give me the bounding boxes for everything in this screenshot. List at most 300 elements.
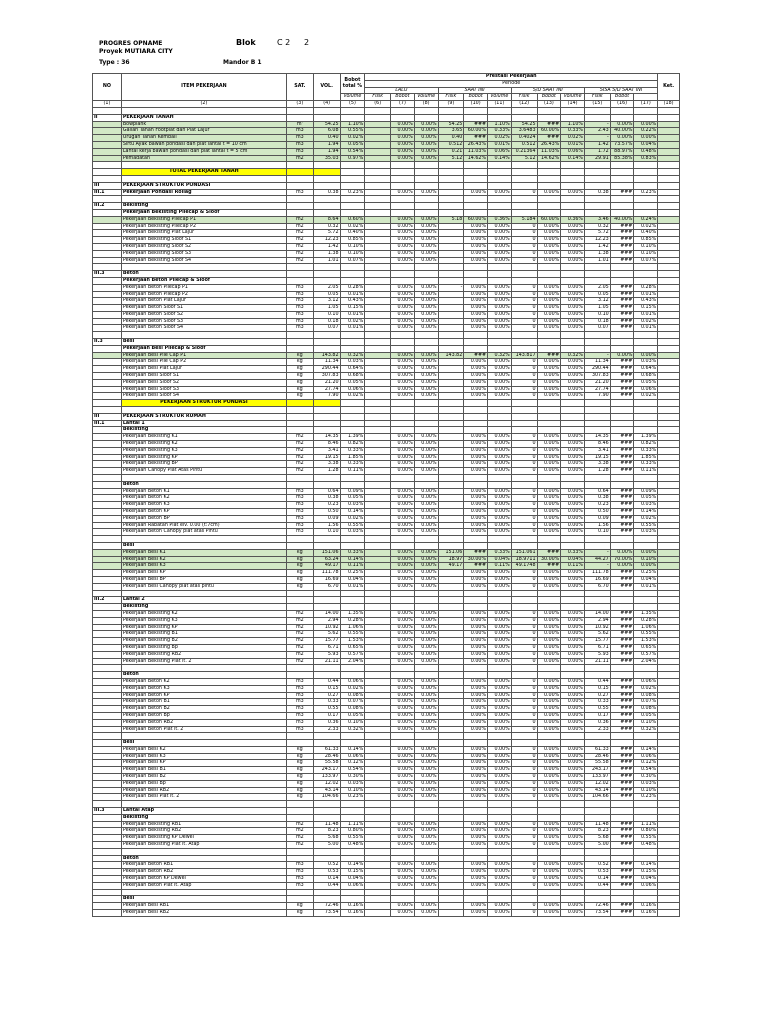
empty-cell [340, 475, 365, 482]
value-cell: 1.35% [634, 610, 658, 617]
value-cell: m3 [286, 719, 313, 726]
value-cell: 27.74 [584, 386, 610, 393]
value-cell: 5.62 [584, 631, 610, 638]
empty-cell [365, 848, 391, 855]
empty-cell [313, 475, 340, 482]
col-vol: VOL. [313, 74, 340, 101]
section-title: Beton [121, 481, 286, 488]
value-cell: 0.01% [634, 311, 658, 318]
value-cell: 0.00% [488, 638, 512, 645]
value-cell: 0.00% [561, 719, 585, 726]
value-cell: 0 [511, 298, 537, 305]
empty-cell [414, 203, 438, 210]
table-row [93, 366, 680, 373]
value-cell [438, 828, 464, 835]
value-cell: 0.10 [584, 529, 610, 536]
value-cell: 0.00% [414, 774, 438, 781]
value-cell: 0.00% [391, 509, 415, 516]
value-cell: 0.00% [414, 658, 438, 665]
value-cell: - [584, 352, 610, 359]
value-cell: 0.00% [414, 842, 438, 849]
value-cell: 1.42 [584, 141, 610, 148]
value-cell: 0 [511, 250, 537, 257]
value-cell: ### [537, 563, 561, 570]
value-cell: 0.53 [584, 869, 610, 876]
item-name: Pekerjaan Besi BP [121, 576, 286, 583]
value-cell: 7.90 [584, 393, 610, 400]
value-cell: 0.00% [561, 610, 585, 617]
blank-row [93, 889, 680, 896]
empty-cell [464, 203, 488, 210]
empty-cell [391, 400, 415, 407]
value-cell: 0.00% [414, 352, 438, 359]
value-cell: kg [286, 794, 313, 801]
value-cell: 29.91 [584, 155, 610, 162]
value-cell: 0.00% [488, 746, 512, 753]
section-row [93, 209, 680, 216]
value-cell: 0.03% [634, 502, 658, 509]
empty-cell [414, 597, 438, 604]
item-name: Galian Tanah Footplat dan Plat Lajur [121, 128, 286, 135]
value-cell: 0.00% [391, 821, 415, 828]
empty-cell [488, 339, 512, 346]
value-cell: 0.11% [488, 563, 512, 570]
empty-cell [414, 855, 438, 862]
empty-cell [93, 169, 122, 176]
empty-cell [313, 114, 340, 121]
empty-cell [414, 889, 438, 896]
value-cell: 0.00% [488, 230, 512, 237]
value-cell: 0.00% [391, 570, 415, 577]
value-cell: 0.00% [561, 644, 585, 651]
value-cell: 0.11% [561, 563, 585, 570]
empty-cell [537, 169, 561, 176]
subheader-cell: Fisik [511, 94, 537, 101]
value-cell: 1.01 [584, 257, 610, 264]
empty-cell [511, 475, 537, 482]
value-cell: 0 [511, 774, 537, 781]
value-cell: 0.00% [488, 882, 512, 889]
item-name: Pekerjaan Beton RB2 [121, 719, 286, 726]
empty-cell [340, 481, 365, 488]
value-cell: 0.00% [537, 366, 561, 373]
section-title: Besi [121, 740, 286, 747]
value-cell: 0.25% [340, 570, 365, 577]
empty-cell [610, 542, 634, 549]
value-cell: 0.36 [584, 719, 610, 726]
empty-cell [464, 481, 488, 488]
value-cell [365, 821, 391, 828]
value-cell [438, 712, 464, 719]
mandor-name: Mandor B 1 [223, 59, 262, 66]
value-cell: 6.70 [313, 583, 340, 590]
value-cell: m2 [286, 658, 313, 665]
value-cell: ### [610, 468, 634, 475]
value-cell: 0.00% [391, 529, 415, 536]
value-cell: 0.00% [414, 692, 438, 699]
empty-cell [658, 209, 680, 216]
value-cell: m2 [286, 155, 313, 162]
empty-cell [658, 271, 680, 278]
value-cell: 21.11 [584, 658, 610, 665]
value-cell: 0.32% [488, 352, 512, 359]
value-cell: 0.18 [584, 318, 610, 325]
item-name: Urugan Tanah Kembali [121, 135, 286, 142]
section-number: III.3 [93, 271, 122, 278]
value-cell: 0.00% [391, 257, 415, 264]
empty-cell [488, 740, 512, 747]
value-cell: 0.53 [313, 869, 340, 876]
item-name: Pekerjaan Besi RB2 [121, 910, 286, 917]
value-cell: m2 [286, 617, 313, 624]
empty-cell [414, 339, 438, 346]
empty-cell [634, 332, 658, 339]
value-cell: 8.46 [313, 441, 340, 448]
empty-cell [658, 481, 680, 488]
value-cell: 0.28% [634, 284, 658, 291]
item-name: Pekerjaan Besi K3 [121, 563, 286, 570]
value-cell: ### [610, 685, 634, 692]
value-cell: 0.00% [561, 910, 585, 917]
value-cell: ### [610, 325, 634, 332]
value-cell: 0.00% [391, 787, 415, 794]
value-cell: 151.06 [313, 549, 340, 556]
value-cell: 0.02% [634, 318, 658, 325]
value-cell: 0.00% [488, 835, 512, 842]
value-cell: 0.00% [464, 774, 488, 781]
value-cell: 243.17 [313, 767, 340, 774]
empty-cell [584, 264, 610, 271]
value-cell: 0.00% [537, 393, 561, 400]
value-cell: 26.43% [464, 141, 488, 148]
value-cell: ### [610, 699, 634, 706]
value-cell: 0 [511, 631, 537, 638]
empty-cell [610, 665, 634, 672]
value-cell: 0 [511, 291, 537, 298]
value-cell: 0.00% [391, 447, 415, 454]
empty-cell [286, 107, 313, 114]
empty-cell [121, 889, 286, 896]
value-cell: 0.00% [391, 678, 415, 685]
empty-cell [414, 196, 438, 203]
value-cell: 1.10% [561, 121, 585, 128]
value-cell: 8.64 [313, 216, 340, 223]
value-cell: m2 [286, 842, 313, 849]
value-cell: ### [610, 631, 634, 638]
value-cell: 0.00% [391, 692, 415, 699]
empty-cell [365, 332, 391, 339]
value-cell: m2 [286, 216, 313, 223]
value-cell: 0.00% [414, 148, 438, 155]
empty-cell [121, 162, 286, 169]
empty-cell [511, 271, 537, 278]
empty-cell [584, 590, 610, 597]
empty-cell [391, 733, 415, 740]
value-cell: 0.00% [464, 910, 488, 917]
empty-cell [561, 332, 585, 339]
empty-cell [584, 740, 610, 747]
blok-label: Blok [236, 38, 256, 47]
value-cell: 104.66 [313, 794, 340, 801]
value-cell [438, 685, 464, 692]
empty-cell [438, 604, 464, 611]
section-row [93, 740, 680, 747]
value-cell [365, 767, 391, 774]
item-name: Pekerjaan Beton K3 [121, 685, 286, 692]
value-cell: 0.00% [561, 631, 585, 638]
section-title: PEKERJAAN TANAH [121, 114, 286, 121]
empty-cell [121, 733, 286, 740]
value-cell [438, 882, 464, 889]
empty-cell [634, 542, 658, 549]
empty-cell [658, 332, 680, 339]
value-cell: m3 [286, 509, 313, 516]
value-cell: 0.00% [634, 549, 658, 556]
empty-cell [365, 733, 391, 740]
value-cell: 0.05% [634, 495, 658, 502]
value-cell [438, 862, 464, 869]
value-cell: 0.00% [537, 678, 561, 685]
value-cell [438, 638, 464, 645]
empty-cell [414, 896, 438, 903]
item-name: Pekerjaan Beton Sloof S2 [121, 311, 286, 318]
value-cell: 0.00% [414, 311, 438, 318]
empty-cell [537, 400, 561, 407]
item-number [93, 495, 122, 502]
value-cell: 0.00% [537, 298, 561, 305]
value-cell: 0.00% [464, 576, 488, 583]
empty-cell [414, 107, 438, 114]
empty-cell [464, 114, 488, 121]
value-cell: 0.15% [634, 869, 658, 876]
value-cell: 0.00% [561, 842, 585, 849]
empty-cell [340, 427, 365, 434]
value-cell: 0.05% [340, 379, 365, 386]
item-name: Pekerjaan Beton KP [121, 692, 286, 699]
empty-cell [438, 413, 464, 420]
empty-cell [438, 345, 464, 352]
value-cell: 1.11% [340, 821, 365, 828]
value-cell: 0.54% [340, 148, 365, 155]
value-cell: 0.00% [414, 617, 438, 624]
empty-cell [511, 740, 537, 747]
empty-cell [561, 107, 585, 114]
value-cell: 133.97 [313, 774, 340, 781]
value-cell [365, 284, 391, 291]
empty-cell [561, 536, 585, 543]
item-name: Pekerjaan Beton Sloof S4 [121, 325, 286, 332]
value-cell [365, 828, 391, 835]
value-cell: 73.54 [313, 910, 340, 917]
empty-cell [658, 536, 680, 543]
empty-cell [365, 271, 391, 278]
value-cell: 0.15% [634, 305, 658, 312]
value-cell: 0.00% [537, 869, 561, 876]
value-cell: 0.00% [561, 529, 585, 536]
column-number: (8) [414, 101, 438, 108]
empty-cell [511, 896, 537, 903]
value-cell [438, 706, 464, 713]
value-cell: 0.00% [488, 869, 512, 876]
empty-cell [286, 889, 313, 896]
section-row [93, 542, 680, 549]
value-cell: m3 [286, 862, 313, 869]
empty-cell [340, 814, 365, 821]
empty-cell [561, 733, 585, 740]
value-cell: 0.00% [391, 780, 415, 787]
value-cell: ### [537, 121, 561, 128]
value-cell: 0 [511, 570, 537, 577]
empty-cell [561, 604, 585, 611]
value-cell: 0.00% [391, 719, 415, 726]
empty-cell [365, 590, 391, 597]
column-number: (1) [93, 101, 122, 108]
ket-cell [658, 631, 680, 638]
value-cell [438, 780, 464, 787]
value-cell: 0.00% [391, 862, 415, 869]
value-cell: 0.33 [584, 699, 610, 706]
item-number [93, 583, 122, 590]
ket-cell [658, 366, 680, 373]
empty-cell [365, 889, 391, 896]
value-cell: 0.00% [414, 882, 438, 889]
ket-cell [658, 903, 680, 910]
value-cell: 0.00% [561, 658, 585, 665]
section-number: II [93, 114, 122, 121]
empty-cell [464, 848, 488, 855]
empty-cell [391, 332, 415, 339]
value-cell [365, 291, 391, 298]
value-cell: 0.85% [340, 237, 365, 244]
value-cell: 0.00% [464, 712, 488, 719]
value-cell: 0.00% [464, 434, 488, 441]
value-cell: 55.58 [584, 760, 610, 767]
subheader-cell: Bobot [391, 94, 415, 101]
value-cell: ### [610, 794, 634, 801]
value-cell: 0.00% [391, 699, 415, 706]
item-name: Pekerjaan Bekisting Sloof S1 [121, 237, 286, 244]
value-cell [365, 468, 391, 475]
empty-cell [537, 740, 561, 747]
value-cell: ### [610, 651, 634, 658]
value-cell: 0.00% [488, 617, 512, 624]
value-cell: 0.00% [488, 583, 512, 590]
value-cell: 19.15 [584, 454, 610, 461]
item-name: Pekerjaan Beton K2 [121, 495, 286, 502]
value-cell: ### [610, 189, 634, 196]
value-cell: 0.00% [488, 515, 512, 522]
ket-cell [658, 148, 680, 155]
value-cell: 0.00% [537, 828, 561, 835]
item-number [93, 393, 122, 400]
value-cell [365, 617, 391, 624]
section-row [93, 604, 680, 611]
value-cell [365, 121, 391, 128]
subheader-cell: Volume [414, 94, 438, 101]
subheader-cell: Fisik [584, 94, 610, 101]
value-cell: 0.05% [634, 712, 658, 719]
value-cell: 0.02% [634, 685, 658, 692]
value-cell: m2 [286, 243, 313, 250]
empty-cell [511, 427, 537, 434]
value-cell: 0.00% [464, 522, 488, 529]
table-row [93, 298, 680, 305]
value-cell: 3.41 [584, 447, 610, 454]
value-cell: 0.08% [634, 692, 658, 699]
value-cell: 0.68% [340, 373, 365, 380]
value-cell: 0.00% [488, 243, 512, 250]
empty-cell [537, 848, 561, 855]
empty-cell [634, 481, 658, 488]
empty-cell [464, 400, 488, 407]
section-number: III [93, 182, 122, 189]
empty-cell [610, 114, 634, 121]
value-cell: 0.00% [391, 250, 415, 257]
empty-cell [488, 542, 512, 549]
item-number [93, 155, 122, 162]
empty-cell [488, 733, 512, 740]
empty-cell [511, 536, 537, 543]
value-cell: m3 [286, 318, 313, 325]
value-cell: ### [610, 291, 634, 298]
ket-cell [658, 617, 680, 624]
value-cell: m2 [286, 828, 313, 835]
value-cell: ### [610, 373, 634, 380]
empty-cell [488, 420, 512, 427]
value-cell: 0.48% [634, 842, 658, 849]
value-cell: 0.00% [414, 250, 438, 257]
empty-cell [511, 400, 537, 407]
empty-cell [561, 597, 585, 604]
value-cell [365, 869, 391, 876]
value-cell: 0.00% [488, 373, 512, 380]
empty-cell [340, 196, 365, 203]
empty-cell [584, 475, 610, 482]
item-number [93, 311, 122, 318]
empty-cell [391, 277, 415, 284]
section-row [93, 855, 680, 862]
value-cell: 0.03% [340, 780, 365, 787]
value-cell: 60.00% [464, 128, 488, 135]
value-cell: 0.55% [340, 522, 365, 529]
empty-cell [561, 175, 585, 182]
value-cell: 0.00% [537, 617, 561, 624]
empty-cell [313, 896, 340, 903]
value-cell: 43.14 [584, 787, 610, 794]
value-cell: 0.00% [561, 250, 585, 257]
value-cell: 0.00% [537, 250, 561, 257]
item-number [93, 760, 122, 767]
empty-cell [584, 209, 610, 216]
value-cell: 14.35 [313, 434, 340, 441]
value-cell: 0.09 [584, 515, 610, 522]
table-row [93, 780, 680, 787]
value-cell: 12.23 [584, 237, 610, 244]
empty-cell [286, 196, 313, 203]
value-cell: 0.00% [414, 434, 438, 441]
value-cell: 0.00% [488, 495, 512, 502]
value-cell: 19.15 [313, 454, 340, 461]
empty-cell [610, 733, 634, 740]
value-cell: 1.35% [340, 610, 365, 617]
empty-cell [391, 536, 415, 543]
empty-cell [414, 175, 438, 182]
value-cell: 0.00% [464, 631, 488, 638]
item-number [93, 862, 122, 869]
empty-cell [658, 413, 680, 420]
item-number [93, 624, 122, 631]
item-number [93, 651, 122, 658]
